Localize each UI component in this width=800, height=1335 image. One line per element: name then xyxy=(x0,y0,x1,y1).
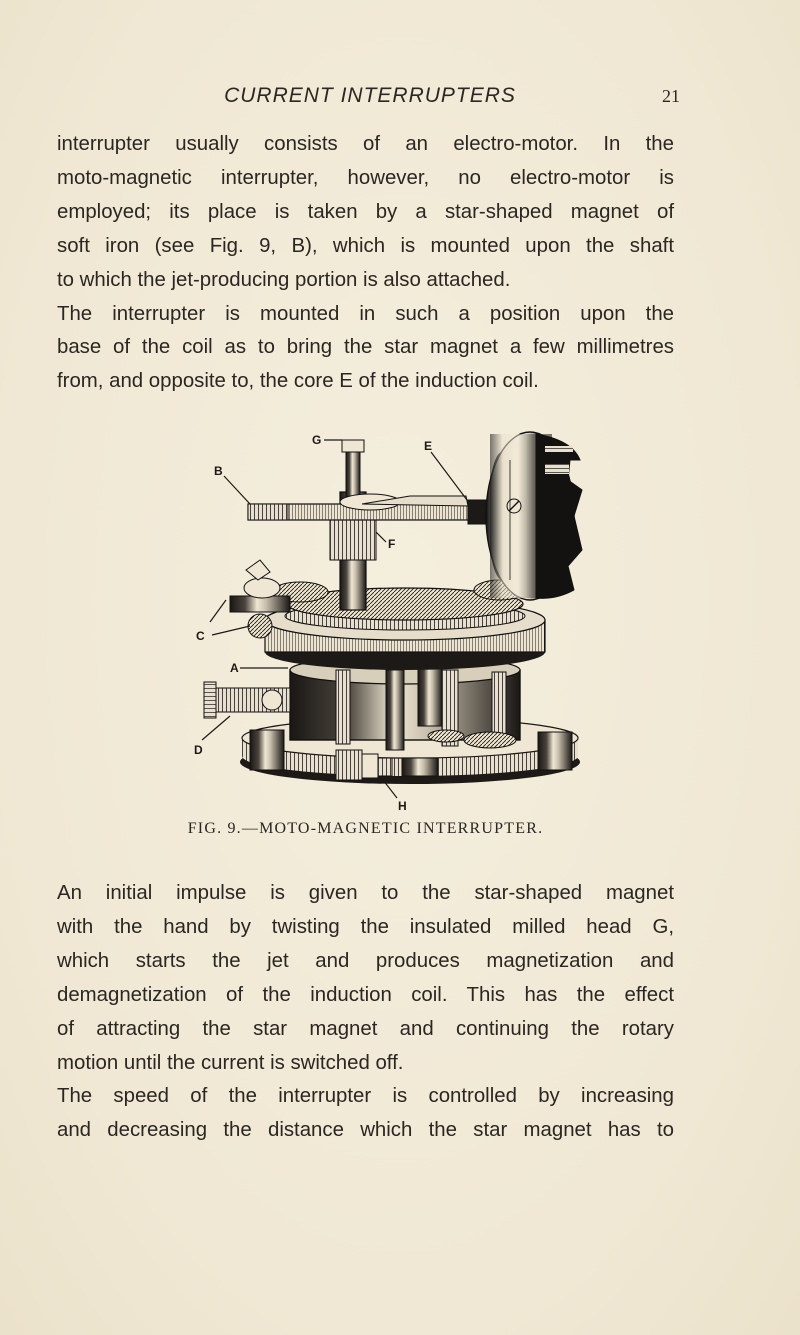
paragraph xyxy=(57,128,674,298)
page-number: 21 xyxy=(662,86,680,106)
text-line: The speed of the interrupter is controlled by increasing xyxy=(57,1085,674,1108)
terminal-screw xyxy=(204,682,290,718)
shaft xyxy=(330,440,376,610)
label-d: D xyxy=(194,743,203,757)
text-line: soft iron (see Fig. 9, B), which is mounted upon the shaft xyxy=(57,234,674,257)
star-magnet xyxy=(486,432,582,600)
label-h: H xyxy=(398,799,407,813)
text-line: to which the jet-producing portion is also attached. xyxy=(57,268,511,291)
nozzle xyxy=(336,750,378,780)
text-line: The interrupter is mounted in such a position upon the xyxy=(57,302,674,325)
arm xyxy=(248,494,496,524)
top-text-block xyxy=(57,128,674,399)
text-line: employed; its place is taken by a star-shaped magnet of xyxy=(57,200,674,223)
text-line: which starts the jet and produces magnetization and xyxy=(57,949,674,972)
text-line: with the hand by twisting the insulated milled head G, xyxy=(57,915,674,938)
figure-caption: FIG. 9.—MOTO-MAGNETIC INTERRUPTER. xyxy=(187,820,544,837)
bottom-text-block xyxy=(57,877,674,1148)
label-e: E xyxy=(424,439,433,453)
text-line: motion until the current is switched off. xyxy=(57,1051,404,1074)
paragraph xyxy=(57,1080,674,1148)
paragraph xyxy=(57,877,674,1080)
text-line: interrupter usually consists of an electro-motor. In the xyxy=(57,133,674,155)
label-g: G xyxy=(312,433,322,447)
text-line: demagnetization of the induction coil. This has the effect xyxy=(57,983,674,1006)
text-line: and decreasing the distance which the star magnet has to xyxy=(57,1119,674,1142)
label-f: F xyxy=(388,537,396,551)
text-line: of attracting the star magnet and continuing the rotary xyxy=(57,1017,674,1040)
paragraph xyxy=(57,298,674,400)
text-line: base of the coil as to bring the star magnet a few millimetres xyxy=(57,336,674,359)
text-line: moto-magnetic interrupter, however, no electro-motor is xyxy=(57,166,674,189)
knurled-ring xyxy=(272,580,526,620)
label-b: B xyxy=(214,464,223,478)
interrupter-illustration xyxy=(190,420,650,820)
running-head xyxy=(60,84,680,114)
label-c: C xyxy=(196,629,205,643)
text-line: from, and opposite to, the core E of the induction coil. xyxy=(57,370,539,393)
main-body xyxy=(290,656,520,750)
running-title: CURRENT INTERRUPTERS xyxy=(224,84,516,107)
label-a: A xyxy=(230,661,239,675)
text-line: An initial impulse is given to the star-shaped magnet xyxy=(57,882,674,904)
